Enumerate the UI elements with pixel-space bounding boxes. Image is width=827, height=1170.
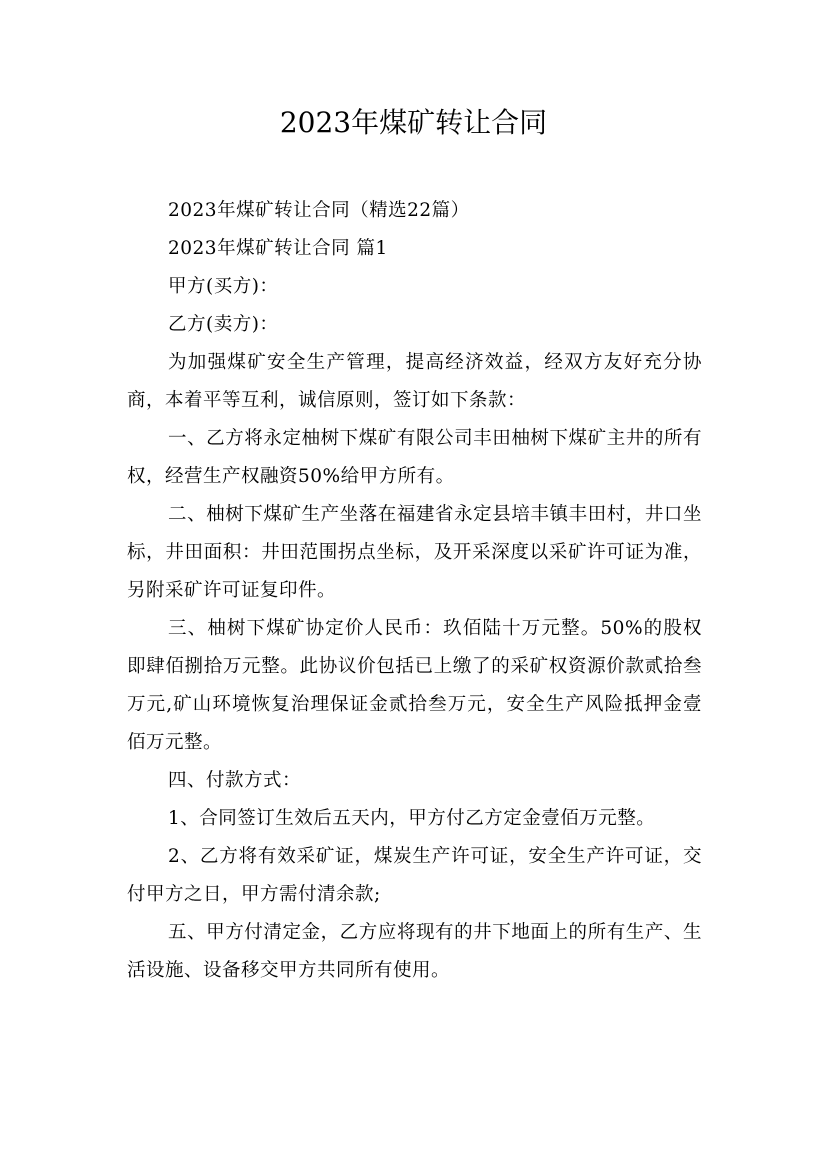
paragraph-clause-2: 二、柚树下煤矿生产坐落在福建省永定县培丰镇丰田村，井口坐标，井田面积：井田范围拐点坐标，及开采深度以采矿许可证为准，另附采矿许可证复印件。 bbox=[127, 504, 702, 601]
paragraph-section-heading: 2023年煤矿转让合同 篇1 bbox=[168, 238, 388, 259]
document-title: 2023年煤矿转让合同 bbox=[279, 106, 548, 139]
paragraph-payment-2: 2、乙方将有效采矿证，煤炭生产许可证，安全生产许可证，交付甲方之日，甲方需付清余款; bbox=[127, 846, 702, 905]
paragraph-subtitle: 2023年煤矿转让合同（精选22篇） bbox=[168, 200, 470, 221]
paragraph-clause-4: 四、付款方式： bbox=[168, 770, 302, 791]
paragraph-party-b: 乙方(卖方)： bbox=[168, 314, 279, 335]
paragraph-preamble: 为加强煤矿安全生产管理，提高经济效益，经双方友好充分协商，本着平等互利，诚信原则，签订如下条款： bbox=[127, 352, 702, 411]
paragraph-clause-1: 一、乙方将永定柚树下煤矿有限公司丰田柚树下煤矿主井的所有权，经营生产权融资50%给甲方所有。 bbox=[127, 428, 702, 487]
paragraph-party-a: 甲方(买方)： bbox=[168, 276, 279, 297]
paragraph-payment-1: 1、合同签订生效后五天内，甲方付乙方定金壹佰万元整。 bbox=[168, 808, 656, 829]
paragraph-clause-5: 五、甲方付清定金，乙方应将现有的井下地面上的所有生产、生活设施、设备移交甲方共同所有使用。 bbox=[127, 922, 702, 981]
paragraph-clause-3: 三、柚树下煤矿协定价人民币：玖佰陆十万元整。50%的股权即肆佰捌拾万元整。此协议价包括已上缴了的采矿权资源价款贰拾叁万元,矿山环境恢复治理保证金贰拾叁万元，安全生产风险抵押金壹佰万元整。 bbox=[127, 618, 702, 753]
document-body bbox=[127, 192, 702, 990]
